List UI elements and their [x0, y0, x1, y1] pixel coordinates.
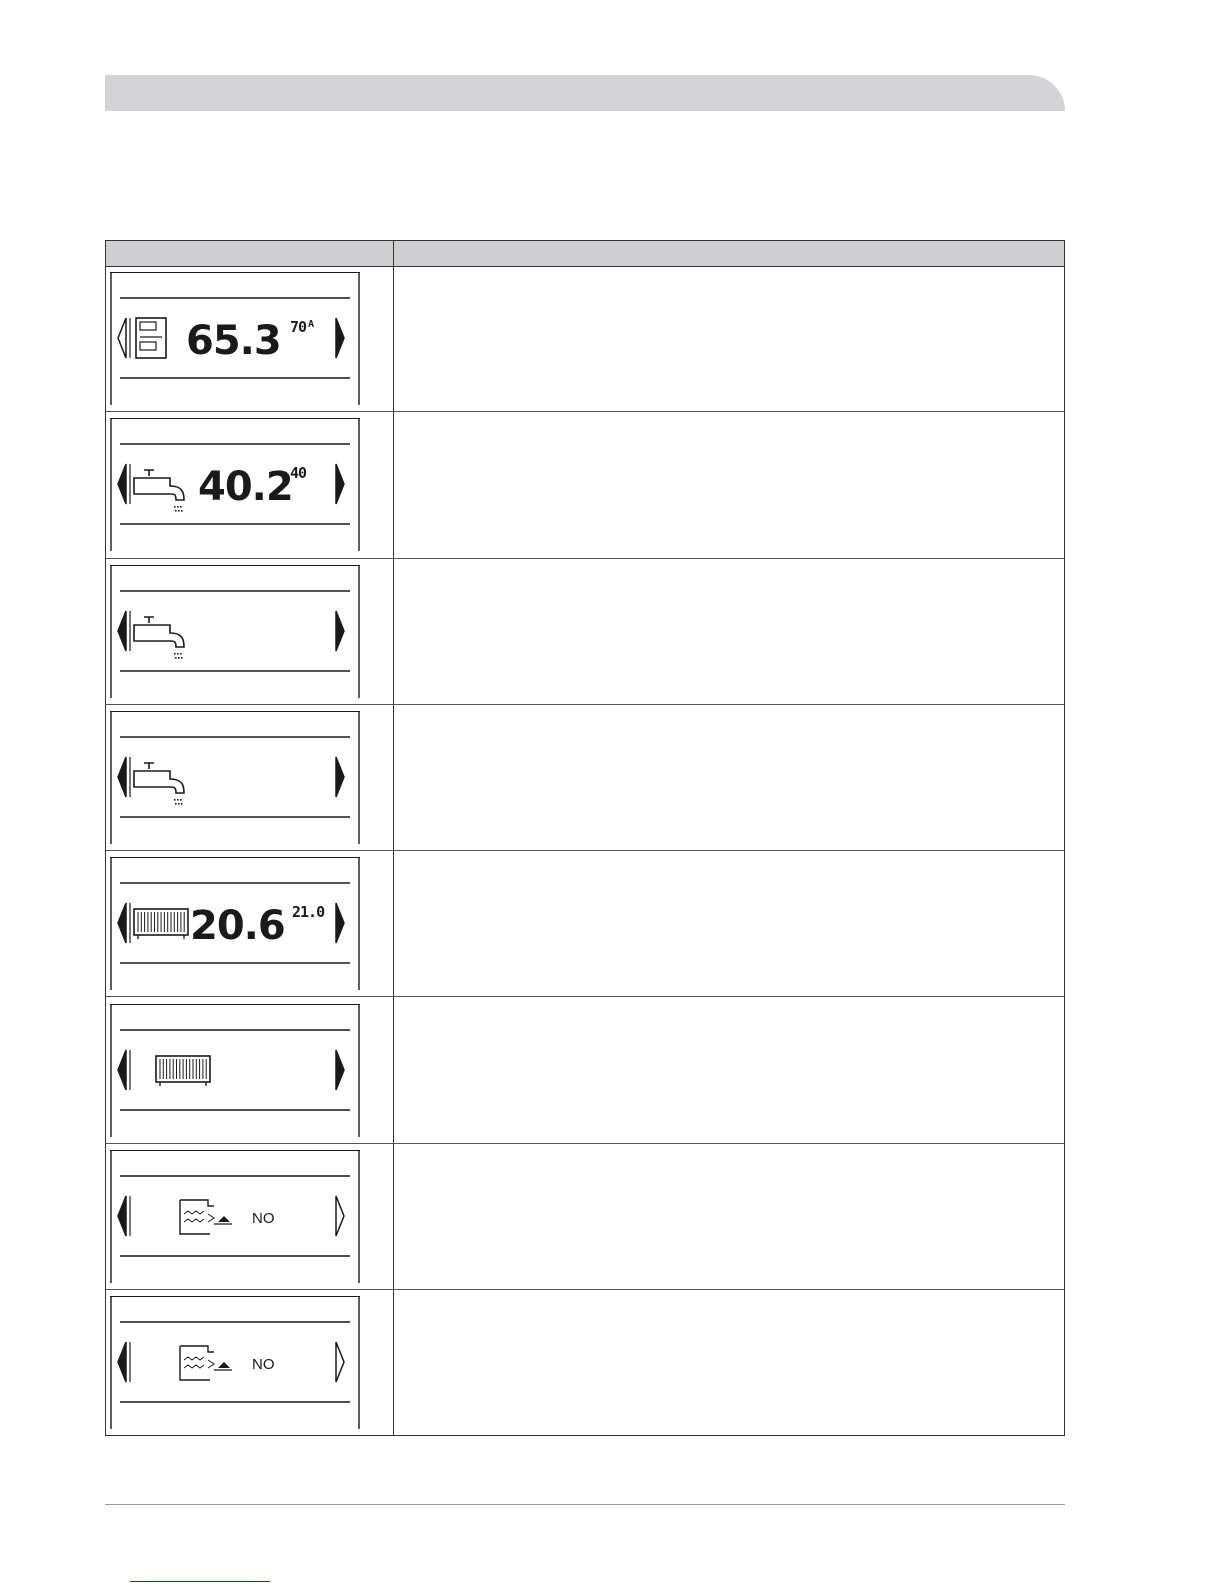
lcd-setpoint-value: 40 [290, 464, 307, 483]
footer-rule [105, 1504, 1065, 1505]
table-header [106, 241, 1064, 267]
description-cell [396, 998, 1064, 1143]
arrow-left-icon [118, 1342, 126, 1382]
lcd-setpoint-suffix: A [308, 319, 315, 330]
table-row [106, 998, 1064, 1144]
arrow-right-icon [336, 1342, 344, 1382]
description-cell [396, 705, 1064, 850]
lcd-temperature-value: 40.2 [198, 464, 293, 511]
arrow-left-icon [118, 903, 126, 943]
footer-link[interactable] [130, 1581, 270, 1582]
description-cell [396, 266, 1064, 411]
boiler-icon [136, 318, 166, 358]
table-row [106, 851, 1064, 997]
table-row [106, 412, 1064, 558]
section-header-band [105, 75, 1065, 111]
lcd-display [110, 272, 360, 405]
lcd-display [110, 711, 360, 844]
arrow-right-icon [336, 318, 344, 358]
arrow-right-icon [336, 903, 344, 943]
display-table [105, 240, 1065, 1436]
lcd-display [110, 418, 360, 551]
table-row [106, 1290, 1064, 1436]
tap-icon [134, 470, 184, 512]
description-cell [396, 1290, 1064, 1436]
description-cell [396, 851, 1064, 996]
table-row [106, 705, 1064, 851]
radiator-icon [134, 909, 188, 939]
arrow-right-icon [336, 464, 344, 504]
column-header-display [106, 241, 393, 266]
radiator-icon [156, 1056, 210, 1086]
lcd-display [110, 1296, 360, 1429]
tap-icon [134, 763, 184, 805]
arrow-right-icon [336, 1196, 344, 1236]
arrow-left-icon [118, 464, 126, 504]
arrow-left-icon [118, 611, 126, 651]
arrow-left-icon [118, 1050, 126, 1090]
arrow-left-icon [118, 757, 126, 797]
lcd-setpoint-value: 70 [290, 318, 307, 336]
table-row [106, 559, 1064, 705]
heat-exchanger-icon [180, 1200, 232, 1234]
lcd-status-value: NO [252, 1356, 275, 1374]
arrow-right-icon [336, 757, 344, 797]
lcd-display [110, 1004, 360, 1137]
arrow-right-icon [336, 611, 344, 651]
tap-icon [134, 617, 184, 659]
arrow-left-icon [118, 318, 126, 358]
heat-exchanger-icon [180, 1346, 232, 1380]
description-cell [396, 412, 1064, 557]
table-row [106, 266, 1064, 412]
lcd-temperature-value: 65.3 [186, 318, 281, 364]
lcd-display [110, 857, 360, 990]
arrow-left-icon [118, 1196, 126, 1236]
column-header-description [394, 241, 1062, 266]
lcd-status-value: NO [252, 1209, 275, 1227]
lcd-temperature-value: 20.6 [190, 903, 285, 950]
lcd-display [110, 1150, 360, 1283]
table-row [106, 1144, 1064, 1290]
arrow-right-icon [336, 1050, 344, 1090]
lcd-setpoint-value: 21.0 [292, 903, 325, 922]
description-cell [396, 1144, 1064, 1289]
description-cell [396, 559, 1064, 704]
lcd-display [110, 565, 360, 698]
